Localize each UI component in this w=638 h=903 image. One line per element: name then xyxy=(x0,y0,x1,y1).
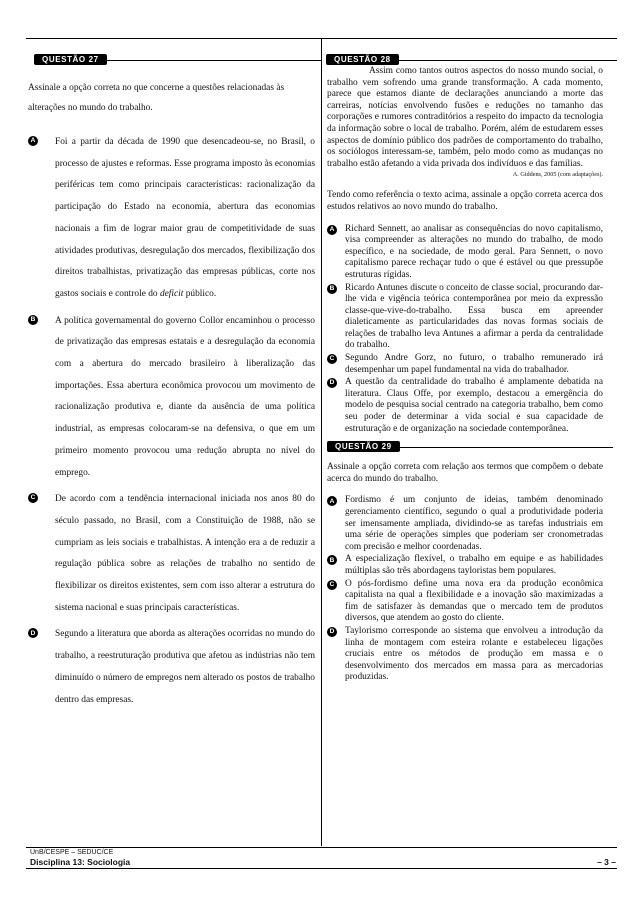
q29-header xyxy=(327,438,603,462)
q27-option-c[interactable] xyxy=(28,489,315,619)
q28-stem: Tendo como referência o texto acima, assinale a opção correta acerca dos estudos relativos ao novo mundo do trabalho. xyxy=(327,190,603,212)
q28-source: A. Giddens, 2005 (com adaptações). xyxy=(512,171,603,179)
footer-organization: UnB/CESPE – SEDUC/CE xyxy=(30,849,114,856)
option-d-marker-icon: D xyxy=(28,628,38,638)
page-number: – 3 – xyxy=(597,857,616,867)
q27-option-a-text xyxy=(55,137,315,299)
q27-option-a-italic: deficit xyxy=(159,288,184,299)
column-divider xyxy=(321,38,322,846)
q27-option-c-text: De acordo com a tendência internacional iniciada nos anos 80 do século passado, no Brasil, com a Constituição de 1988, não se cumpriam as leis sociais e trabalhistas. A intenção era a de reduzir a regulação pública sobre as relações de trabalho no sentido de flexibilizar os direitos existentes, sem com isso alterar a estrutura do sistema nacional e suas principais características. xyxy=(55,494,315,613)
q28-option-a-text: Richard Sennett, ao analisar as consequências do novo capitalismo, visa compreender as alterações no mundo do trabalho, de modo específico, e na sociedade, de modo geral. Para Sennett, o novo capitalismo parece rechaçar tudo o que é estável ou que pressupõe estruturas rígidas. xyxy=(345,223,603,280)
q27-rule xyxy=(107,60,321,61)
option-c-marker-icon: C xyxy=(28,493,38,503)
option-d-marker-icon: D xyxy=(327,378,337,388)
q28-option-d-text: A questão da centralidade do trabalho é amplamente debatida na literatura. Claus Offe, por exemplo, destacou a emergência do modelo de pesquisa social centrado na categoria trabalho, bem como seu poder de determinar a vida social e sua capacidade de estruturação e de organização na sociedade contemporânea. xyxy=(345,377,603,434)
q29-option-a[interactable] xyxy=(327,495,603,553)
option-c-marker-icon: C xyxy=(327,354,337,364)
q29-option-d-text: Taylorismo corresponde ao sistema que envolveu a introdução da linha de montagem com esteira rolante e estabeleceu ligações cruciais entre os métodos de produção em massa e o desenvolvimento dos mercados em massa para as mercadorias produzidas. xyxy=(345,625,603,683)
q28-option-d[interactable] xyxy=(327,377,603,435)
q27-option-a-text-start: Foi a partir da década de 1990 que desencadeou-se, no Brasil, o processo de ajustes e reformas. Esse programa imposto às economias periféricas tem como principais características: racionalização da participação do Estado na economia, abertura das economias nacionais a fim de lograr maior grau de competitividade de suas atividades produtivas, desregulação dos mercados, flexibilização dos direitos trabalhistas, privatização das empresas públicas, corte nos gastos sociais e controle do xyxy=(55,137,315,299)
option-d-marker-icon: D xyxy=(327,627,337,637)
q27-option-d[interactable] xyxy=(28,624,315,711)
footer-subject: Disciplina 13: Sociologia xyxy=(30,857,131,867)
q29-option-b-text: A especialização flexível, o trabalho em equipe e as habilidades múltiplas são três abordagens tayloristas bem populares. xyxy=(345,554,603,576)
q27-option-b[interactable] xyxy=(28,311,315,485)
q29-option-a-text: Fordismo é um conjunto de ideias, também denominado gerenciamento científico, segundo o qual a produtividade poderia ser imensamente ampliada, dividindo-se as tarefas industriais em uma série de operações simples que poderiam ser cronometradas com precisão e melhor coordenadas. xyxy=(345,495,603,552)
q28-label: QUESTÃO 28 xyxy=(326,54,399,65)
option-b-marker-icon: B xyxy=(327,555,337,565)
option-a-marker-icon: A xyxy=(28,136,38,146)
q27-option-d-text: Segundo a literatura que aborda as alterações ocorridas no mundo do trabalho, a reestruturação produtiva que afetou as indústrias não tem diminuído o número de empregos nem alterado os postos de trabalho dentro das empresas. xyxy=(55,629,315,705)
option-b-marker-icon: B xyxy=(28,315,38,325)
q29-option-d[interactable] xyxy=(327,626,603,684)
q28-option-a[interactable] xyxy=(327,224,603,282)
q28-option-c[interactable] xyxy=(327,353,603,376)
option-a-marker-icon: A xyxy=(327,496,337,506)
q28-q29-section xyxy=(327,66,603,685)
option-a-marker-icon: A xyxy=(327,225,337,235)
q28-reading-text: Assim como tantos outros aspectos do nosso mundo social, o trabalho vem sofrendo uma grande transformação. A cada momento, parece que estamos diante de declarações anunciando a morte das carreiras, notícias envolvendo fusões e reduções no tamanho das corporações e rumores contraditórios a respeito do impacto da tecnologia da informação sobre o local de trabalho. Porém, além de estudarem esses aspectos de domínio público dos padrões de comportamento do trabalho, os sociólogos interessam-se, também, pelo modo como as mudanças no trabalho estão afetando a vida privada dos indivíduos e das famílias. xyxy=(327,66,603,169)
q29-option-b[interactable] xyxy=(327,554,603,577)
q28-rule xyxy=(399,60,617,61)
q29-option-c-text: O pós-fordismo define uma nova era da produção econômica capitalista na qual a flexibilidade e a inovação são maximizadas a fim de satisfazer às demandas que o mercado tem de produtos diversos, que atendem ao gosto do cliente. xyxy=(345,578,603,624)
footer-rule xyxy=(26,868,617,869)
q27-option-b-text: A política governamental do governo Collor encaminhou o processo de privatização das empresas estatais e a desregulação da economia com a abertura do mercado brasileiro à liberalização das importações. Essa abertura econômica provocou um movimento de racionalização produtiva e, diante da ausência de uma política industrial, as empresas colocaram-se na defensiva, o que em um primeiro momento provocou uma redução abrupta no nível do emprego. xyxy=(55,315,315,478)
q28-option-b[interactable] xyxy=(327,283,603,353)
q27-option-a-text-end: público. xyxy=(183,288,217,299)
option-c-marker-icon: C xyxy=(327,580,337,590)
option-b-marker-icon: B xyxy=(327,284,337,294)
q27-section xyxy=(28,78,315,716)
q29-option-c[interactable] xyxy=(327,579,603,625)
q27-label: QUESTÃO 27 xyxy=(34,54,107,65)
q28-option-b-text: Ricardo Antunes discute o conceito de classe social, procurando dar-lhe vida e vigência teórica contemporânea por meio da expressão classe-que-vive-do-trabalho. Essa busca em apreender dialeticamente as particularidades das novas formas sociais de relações de trabalho leva Antunes a afirmar a perda da centralidade do trabalho. xyxy=(345,282,603,351)
q29-stem: Assinale a opção correta com relação aos termos que compõem o debate acerca do mundo do trabalho. xyxy=(327,462,603,484)
q28-option-c-text: Segundo Andre Gorz, no futuro, o trabalho remunerado irá desempenhar um papel fundamental na vida do trabalhador. xyxy=(345,353,603,375)
q27-stem: Assinale a opção correta no que concerne a questões relacionadas às alterações no mundo do trabalho. xyxy=(28,83,285,113)
q27-option-a[interactable] xyxy=(28,132,315,306)
q29-label: QUESTÃO 29 xyxy=(327,441,400,452)
